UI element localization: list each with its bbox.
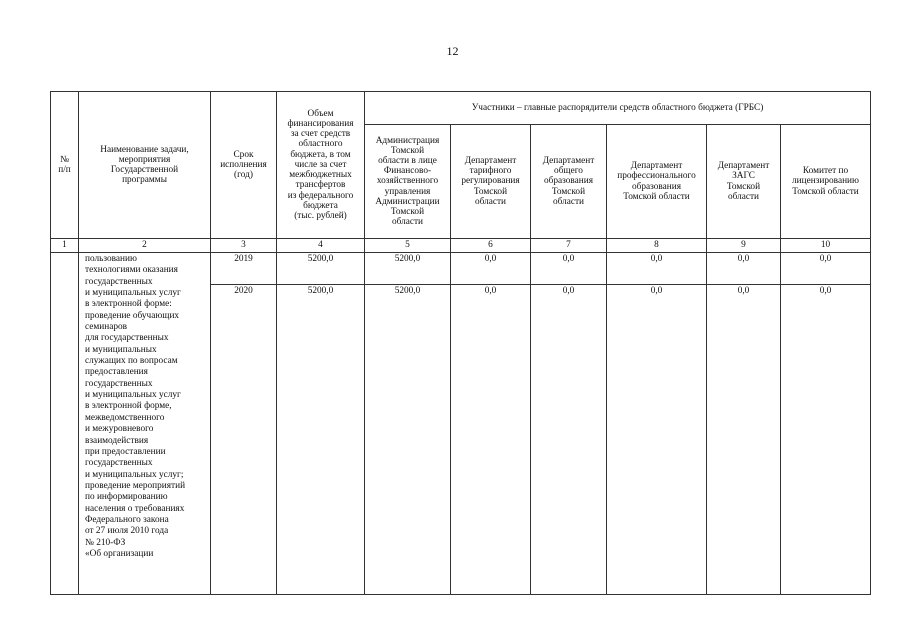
- header-participant: Департамент общего образования Томской области: [531, 125, 607, 239]
- year-cell: 2019: [211, 253, 277, 285]
- participant-value: 0,0: [451, 285, 531, 595]
- column-number: 3: [211, 239, 277, 253]
- volume-cell: 5200,0: [277, 285, 365, 595]
- header-participant: Комитет по лицензированию Томской области: [781, 125, 871, 239]
- header-participant: Департамент профессионального образования Томской области: [607, 125, 707, 239]
- participant-value: 5200,0: [365, 285, 451, 595]
- participant-value: 0,0: [707, 285, 781, 595]
- header-no: № п/п: [51, 92, 79, 239]
- participant-value: 0,0: [607, 253, 707, 285]
- participant-value: 0,0: [531, 285, 607, 595]
- column-number: 6: [451, 239, 531, 253]
- participant-value: 0,0: [781, 253, 871, 285]
- header-participants-group: Участники – главные распорядители средств областного бюджета (ГРБС): [365, 92, 871, 125]
- header-volume: Объем финансирования за счет средств областного бюджета, в том числе за счет межбюджетных трансфертов из федерального бюджета (тыс. рублей): [277, 92, 365, 239]
- column-number: 7: [531, 239, 607, 253]
- participant-value: 0,0: [451, 253, 531, 285]
- task-description: пользованию технологиями оказания государственных и муниципальных услуг в электронной форме: проведение обучающих семинаров для государственных и муниципальных служащих по вопросам предоставления государственных и муниципальных услуг в электронной форме, межведомственного и межуровневого взаимодействия при предоставлении государственных и муниципальных услуг; проведение мероприятий по информированию населения о требованиях Федерального закона от 27 июля 2010 года № 210-ФЗ «Об организации: [79, 253, 211, 595]
- header-term: Срок исполнения (год): [211, 92, 277, 239]
- participant-value: 0,0: [781, 285, 871, 595]
- volume-cell: 5200,0: [277, 253, 365, 285]
- program-table: [50, 91, 871, 595]
- participant-value: 0,0: [607, 285, 707, 595]
- header-participant: Администрация Томской области в лице Финансово- хозяйственного управления Администрации Томской области: [365, 125, 451, 239]
- column-number: 8: [607, 239, 707, 253]
- table-row: [51, 253, 871, 285]
- column-number: 5: [365, 239, 451, 253]
- participant-value: 0,0: [531, 253, 607, 285]
- year-cell: 2020: [211, 285, 277, 595]
- header-participant: Департамент ЗАГС Томской области: [707, 125, 781, 239]
- column-number: 10: [781, 239, 871, 253]
- column-number: 2: [79, 239, 211, 253]
- column-number: 9: [707, 239, 781, 253]
- participant-value: 0,0: [707, 253, 781, 285]
- column-numbers-row: [51, 239, 871, 253]
- column-number: 1: [51, 239, 79, 253]
- row-number-cell: [51, 253, 79, 595]
- header-task: Наименование задачи, мероприятия Государственной программы: [79, 92, 211, 239]
- page-number: 12: [446, 44, 459, 58]
- header-participant: Департамент тарифного регулирования Томской области: [451, 125, 531, 239]
- column-number: 4: [277, 239, 365, 253]
- participant-value: 5200,0: [365, 253, 451, 285]
